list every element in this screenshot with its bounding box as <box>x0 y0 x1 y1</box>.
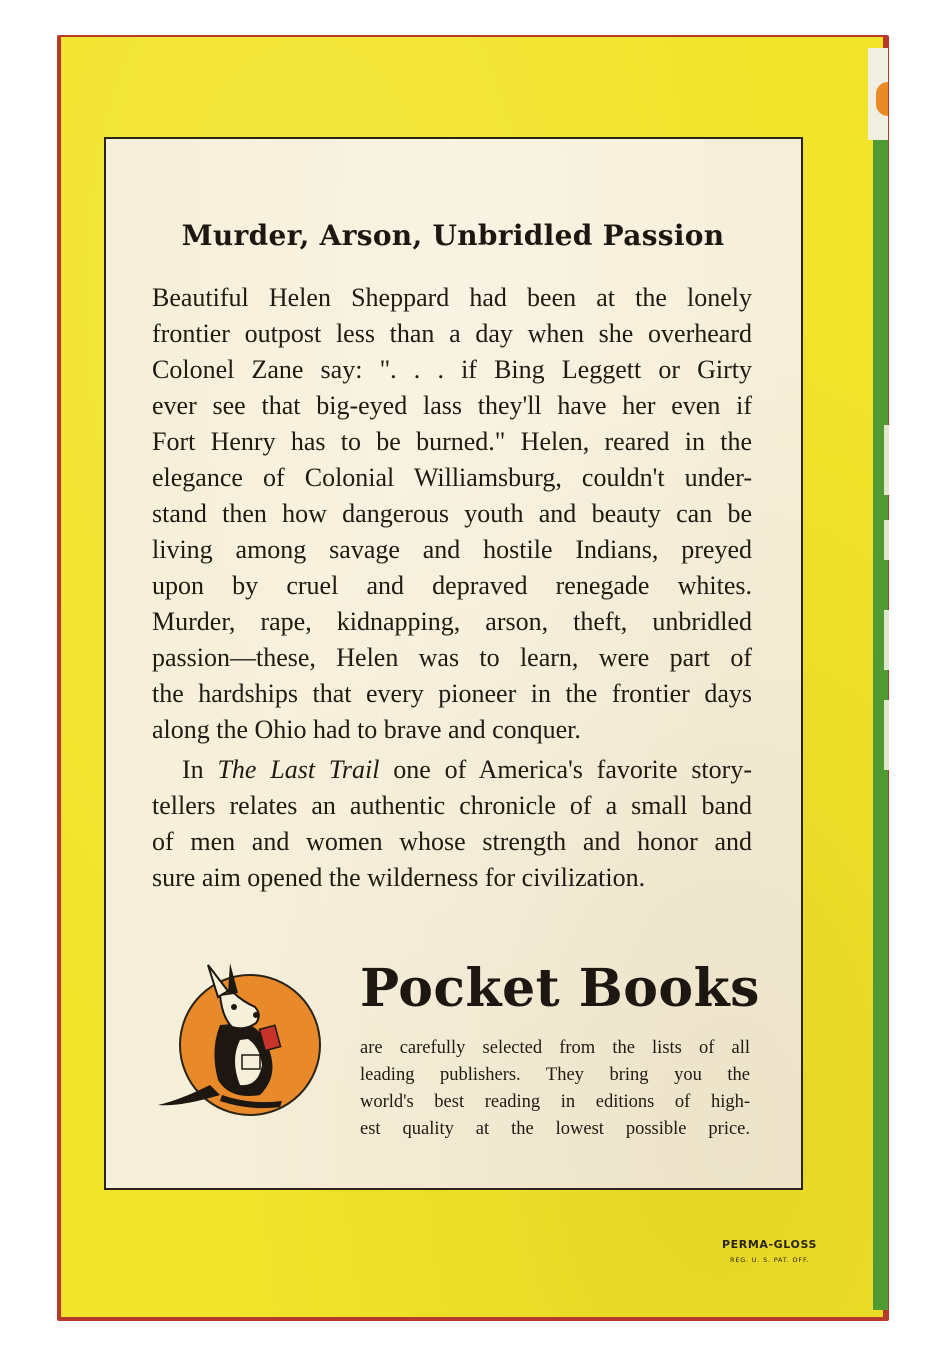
kangaroo-logo-icon <box>150 955 330 1130</box>
blurb-line: the hardships that every pioneer in the frontier days <box>152 679 752 708</box>
blurb-line: living among savage and hostile Indians, preyed <box>152 535 752 564</box>
blurb-line: Murder, rape, kidnapping, arson, theft, unbridled <box>152 607 752 636</box>
blurb-line: ever see that big-eyed lass they'll have her even if <box>152 391 752 420</box>
trademark-note: REG. U. S. PAT. OFF. <box>730 1256 810 1264</box>
spine-lettering <box>884 610 889 670</box>
blurb-line: of men and women whose strength and honor and <box>152 827 752 856</box>
blurb-line: Colonel Zane say: ". . . if Bing Leggett or Girty <box>152 355 752 384</box>
spine-lettering <box>884 425 889 495</box>
blurb-line: sure aim opened the wilderness for civilization. <box>152 863 646 892</box>
book-title-italic: The Last Trail <box>217 755 380 784</box>
publisher-tagline-line: world's best reading in editions of high- <box>360 1092 750 1112</box>
blurb-line-rest: one of America's favorite story- <box>379 755 752 784</box>
blurb-intro: In <box>182 755 218 784</box>
blurb-line: elegance of Colonial Williamsburg, couldn't under- <box>152 463 752 492</box>
perma-gloss-mark: PERMA-GLOSS <box>722 1238 818 1251</box>
blurb-headline: Murder, Arson, Unbridled Passion <box>181 219 725 252</box>
blurb-line: upon by cruel and depraved renegade whites. <box>152 571 752 600</box>
spine-lettering <box>884 700 889 770</box>
spine-lettering <box>884 520 889 560</box>
blurb-line: stand then how dangerous youth and beauty can be <box>152 499 752 528</box>
publisher-tagline-line: est quality at the lowest possible price. <box>360 1119 750 1139</box>
blurb-line: Beautiful Helen Sheppard had been at the lonely <box>152 283 752 312</box>
publisher-tagline-line: leading publishers. They bring you the <box>360 1065 750 1085</box>
blurb-line: Fort Henry has to be burned." Helen, reared in the <box>152 427 752 456</box>
publisher-name: Pocket Books <box>360 958 760 1019</box>
blurb-line: along the Ohio had to brave and conquer. <box>152 715 581 744</box>
spine-logo-circle <box>876 82 888 116</box>
blurb-line: frontier outpost less than a day when she overheard <box>152 319 752 348</box>
blurb-line: passion—these, Helen was to learn, were part of <box>152 643 752 672</box>
blurb-line: tellers relates an authentic chronicle of a small band <box>152 791 752 820</box>
blurb-line-title <box>182 755 752 785</box>
publisher-tagline-line: are carefully selected from the lists of all <box>360 1038 750 1058</box>
